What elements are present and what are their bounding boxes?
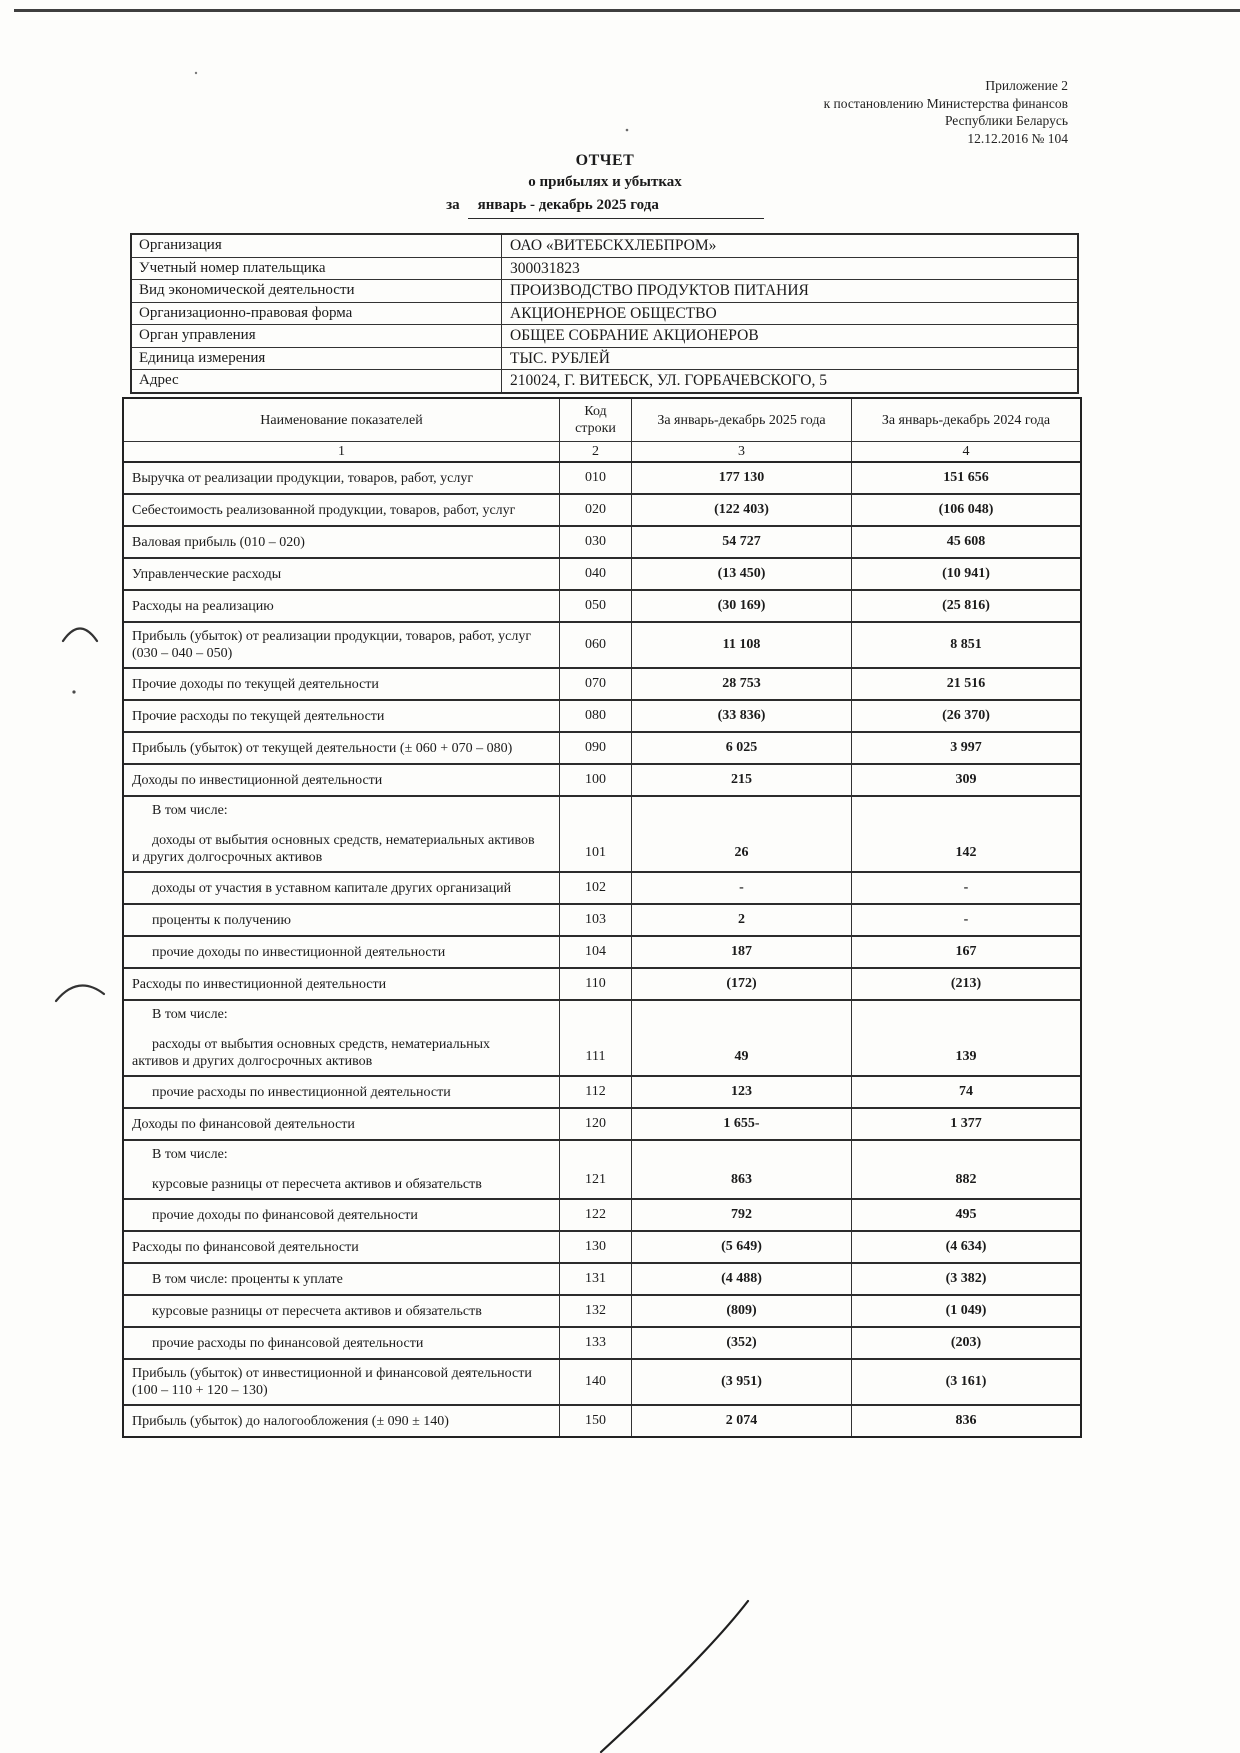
row-code: 150 — [560, 1406, 632, 1436]
row-code: 103 — [560, 905, 632, 935]
org-info-label: Организация — [132, 235, 502, 257]
row-value-2024: (106 048) — [938, 502, 994, 517]
table-row — [124, 1109, 1080, 1141]
row-code: 100 — [560, 765, 632, 795]
indicator-name-cell — [124, 733, 560, 763]
indicator-name: Себестоимость реализованной продукции, товаров, работ, услуг — [132, 502, 516, 518]
indicator-name: Доходы по инвестиционной деятельности — [132, 772, 383, 788]
row-value-2024: (3 382) — [945, 1271, 987, 1286]
indicator-name-cell — [124, 1200, 560, 1230]
row-value-2024: - — [963, 912, 969, 927]
table-subheader: В том числе: — [152, 1147, 228, 1162]
row-code: 133 — [560, 1328, 632, 1358]
table-row — [124, 1406, 1080, 1436]
indicator-name: Доходы по финансовой деятельности — [132, 1116, 355, 1132]
header-indicator-name: Наименование показателей — [124, 399, 560, 441]
table-row — [124, 559, 1080, 591]
indicator-name: прочие расходы по финансовой деятельности — [152, 1335, 424, 1351]
table-row — [124, 1077, 1080, 1109]
org-info-table — [130, 233, 1079, 394]
row-value-2025: 177 130 — [632, 463, 852, 493]
column-number: 2 — [560, 442, 632, 461]
row-value-2025: (4 488) — [632, 1264, 852, 1294]
row-code: 110 — [560, 969, 632, 999]
indicator-name: прочие доходы по инвестиционной деятельности — [152, 944, 446, 960]
row-code: 112 — [560, 1077, 632, 1107]
row-code: 010 — [560, 463, 632, 493]
row-value-2024: (26 370) — [942, 708, 990, 723]
table-row — [124, 1264, 1080, 1296]
org-info-row — [132, 235, 1077, 258]
indicator-name: Прочие расходы по текущей деятельности — [132, 708, 385, 724]
column-number: 1 — [124, 442, 560, 461]
indicator-name: расходы от выбытия основных средств, нематериальных активов и других долгосрочных активов — [132, 1037, 490, 1069]
indicator-name-cell — [124, 559, 560, 589]
table-subheader: В том числе: — [152, 803, 228, 818]
indicator-name-cell — [124, 623, 560, 667]
row-code: 060 — [560, 623, 632, 667]
row-value-2024: 309 — [955, 772, 977, 787]
report-period: январь - декабрь 2025 года — [468, 195, 764, 219]
table-row — [124, 623, 1080, 669]
pen-mark-arc-top — [63, 629, 97, 642]
table-row — [124, 1328, 1080, 1360]
header-period-2024: За январь-декабрь 2024 года — [881, 412, 1051, 428]
org-info-label: Вид экономической деятельности — [132, 280, 502, 302]
row-code: 120 — [560, 1109, 632, 1139]
indicator-name-cell — [124, 969, 560, 999]
indicator-name: Прочие доходы по текущей деятельности — [132, 676, 379, 692]
scan-speck — [72, 690, 75, 693]
indicator-name-cell — [124, 937, 560, 967]
table-row — [124, 1360, 1080, 1406]
org-info-row — [132, 348, 1077, 371]
row-code: 122 — [560, 1200, 632, 1230]
indicator-name-cell — [124, 1296, 560, 1326]
org-info-value: ОБЩЕЕ СОБРАНИЕ АКЦИОНЕРОВ — [510, 327, 759, 344]
row-value-2025: (122 403) — [632, 495, 852, 525]
indicator-name-cell — [124, 873, 560, 903]
row-code: 090 — [560, 733, 632, 763]
row-value-2024: (10 941) — [942, 566, 990, 581]
org-info-label: Организационно-правовая форма — [132, 303, 502, 325]
row-value-2025: 863 — [632, 1141, 852, 1198]
indicator-name-cell — [124, 527, 560, 557]
header-row-code: Код строки — [560, 399, 632, 441]
row-code: 132 — [560, 1296, 632, 1326]
row-value-2025: 792 — [632, 1200, 852, 1230]
table-row — [124, 495, 1080, 527]
table-row — [124, 905, 1080, 937]
table-row — [124, 733, 1080, 765]
indicator-name: курсовые разницы от пересчета активов и обязательств — [152, 1303, 482, 1319]
org-info-value: 210024, Г. ВИТЕБСК, УЛ. ГОРБАЧЕВСКОГО, 5 — [510, 372, 827, 389]
indicator-name: проценты к получению — [152, 912, 292, 928]
row-value-2025: 123 — [632, 1077, 852, 1107]
indicator-name-cell — [124, 905, 560, 935]
table-row — [124, 765, 1080, 797]
row-value-2025: (5 649) — [632, 1232, 852, 1262]
scan-speck — [195, 72, 197, 74]
indicator-name: доходы от выбытия основных средств, нематериальных активов и других долгосрочных активов — [132, 833, 535, 865]
indicator-name: В том числе: проценты к уплате — [152, 1271, 343, 1287]
row-value-2025: 6 025 — [632, 733, 852, 763]
annex-line: к постановлению Министерства финансов — [823, 95, 1068, 111]
annex-note — [824, 77, 1068, 147]
org-info-label: Орган управления — [132, 325, 502, 347]
row-value-2024: 167 — [955, 944, 977, 959]
row-value-2024: 142 — [955, 845, 977, 860]
indicator-name-cell — [124, 463, 560, 493]
row-code: 131 — [560, 1264, 632, 1294]
indicator-name-cell — [124, 1264, 560, 1294]
row-value-2024: 74 — [959, 1084, 973, 1099]
indicator-name-cell — [124, 1109, 560, 1139]
row-code: 020 — [560, 495, 632, 525]
row-code: 130 — [560, 1232, 632, 1262]
indicator-name: Расходы по финансовой деятельности — [132, 1239, 359, 1255]
row-value-2024: (3 161) — [945, 1374, 987, 1389]
org-info-value: 300031823 — [510, 259, 580, 277]
org-info-value: ТЫС. РУБЛЕЙ — [510, 349, 610, 367]
indicator-name-cell — [124, 669, 560, 699]
row-value-2024: 45 608 — [946, 534, 986, 549]
header-period-2025: За январь-декабрь 2025 года — [632, 399, 852, 441]
row-value-2025: 215 — [632, 765, 852, 795]
indicator-name-cell — [124, 701, 560, 731]
row-value-2025: 28 753 — [632, 669, 852, 699]
scan-edge-line — [14, 9, 1240, 12]
row-value-2025: 2 — [632, 905, 852, 935]
period-prefix: за — [446, 197, 460, 213]
row-code: 104 — [560, 937, 632, 967]
indicator-name: Прибыль (убыток) до налогообложения (± 090 ± 140) — [132, 1413, 449, 1429]
scan-speck — [626, 129, 629, 132]
table-row — [124, 969, 1080, 1001]
row-value-2024: (25 816) — [942, 598, 990, 613]
indicator-name: прочие доходы по финансовой деятельности — [152, 1207, 418, 1223]
profit-loss-table — [122, 397, 1082, 1438]
table-row — [124, 527, 1080, 559]
indicator-name: Прибыль (убыток) от реализации продукции, товаров, работ, услуг (030 – 040 – 050) — [132, 629, 532, 661]
table-row — [124, 797, 1080, 873]
row-value-2024: 882 — [955, 1172, 977, 1187]
row-value-2025: 49 — [632, 1001, 852, 1075]
indicator-name-cell — [124, 591, 560, 621]
indicator-name-cell — [124, 765, 560, 795]
annex-line: 12.12.2016 № 104 — [967, 130, 1068, 146]
indicator-name-cell — [124, 1001, 560, 1075]
annex-line: Приложение 2 — [985, 78, 1068, 93]
org-info-row — [132, 325, 1077, 348]
row-value-2025: (3 951) — [632, 1360, 852, 1404]
pen-mark-arc-bottom — [56, 985, 104, 1001]
row-value-2025: 187 — [632, 937, 852, 967]
indicator-name: прочие расходы по инвестиционной деятельности — [152, 1084, 451, 1100]
org-info-label: Адрес — [132, 370, 502, 392]
row-code: 070 — [560, 669, 632, 699]
row-value-2025: 54 727 — [632, 527, 852, 557]
indicator-name: Валовая прибыль (010 – 020) — [132, 534, 305, 550]
report-title-block — [0, 150, 1210, 219]
row-code: 050 — [560, 591, 632, 621]
row-value-2024: 495 — [955, 1207, 977, 1222]
column-number: 3 — [632, 442, 852, 461]
table-row — [124, 1232, 1080, 1264]
column-number: 4 — [962, 444, 970, 459]
org-info-value: АКЦИОНЕРНОЕ ОБЩЕСТВО — [510, 304, 717, 322]
indicator-name-cell — [124, 797, 560, 871]
table-row — [124, 463, 1080, 495]
indicator-name-cell — [124, 1328, 560, 1358]
org-info-row — [132, 303, 1077, 326]
table-subheader: В том числе: — [152, 1007, 228, 1022]
org-info-row — [132, 280, 1077, 303]
table-row — [124, 1141, 1080, 1200]
indicator-name: Управленческие расходы — [132, 566, 282, 582]
row-value-2024: 3 997 — [950, 740, 982, 755]
row-value-2025: (33 836) — [632, 701, 852, 731]
org-info-value: ОАО «ВИТЕБСКХЛЕБПРОМ» — [510, 237, 717, 254]
table-row — [124, 937, 1080, 969]
row-value-2025: 11 108 — [632, 623, 852, 667]
row-value-2024: - — [963, 880, 969, 895]
org-info-value: ПРОИЗВОДСТВО ПРОДУКТОВ ПИТАНИЯ — [510, 282, 809, 299]
indicator-name-cell — [124, 1141, 560, 1198]
indicator-name: доходы от участия в уставном капитале других организаций — [152, 880, 512, 896]
row-value-2024: 21 516 — [946, 676, 986, 691]
table-row — [124, 591, 1080, 623]
indicator-name-cell — [124, 1077, 560, 1107]
row-value-2024: 8 851 — [950, 637, 982, 652]
org-info-row — [132, 258, 1077, 281]
row-code: 040 — [560, 559, 632, 589]
row-value-2025: 1 655- — [632, 1109, 852, 1139]
indicator-name: Выручка от реализации продукции, товаров, работ, услуг — [132, 470, 474, 486]
row-value-2025: 26 — [632, 797, 852, 871]
annex-line: Республики Беларусь — [944, 113, 1068, 128]
row-value-2025: (172) — [632, 969, 852, 999]
report-subtitle: о прибылях и убытках — [528, 174, 682, 190]
row-code: 030 — [560, 527, 632, 557]
row-value-2024: 139 — [955, 1049, 977, 1064]
org-info-label: Учетный номер плательщика — [132, 258, 502, 280]
report-period-line — [0, 195, 1210, 219]
table-header-row — [124, 399, 1080, 442]
indicator-name: Прибыль (убыток) от инвестиционной и финансовой деятельности (100 – 110 + 120 – 130) — [132, 1366, 532, 1398]
indicator-name: Расходы на реализацию — [132, 598, 274, 614]
indicator-name-cell — [124, 1232, 560, 1262]
row-code: 080 — [560, 701, 632, 731]
report-title: ОТЧЕТ — [575, 152, 635, 169]
org-info-row — [132, 370, 1077, 392]
table-body — [124, 463, 1080, 1436]
row-value-2025: (13 450) — [632, 559, 852, 589]
row-value-2024: 1 377 — [950, 1116, 982, 1131]
table-row — [124, 1001, 1080, 1077]
row-value-2024: 836 — [955, 1413, 977, 1428]
table-row — [124, 1296, 1080, 1328]
row-value-2025: 2 074 — [632, 1406, 852, 1436]
row-code: 140 — [560, 1360, 632, 1404]
indicator-name: Расходы по инвестиционной деятельности — [132, 976, 387, 992]
row-value-2025: (809) — [632, 1296, 852, 1326]
column-number-row — [124, 442, 1080, 463]
indicator-name: Прибыль (убыток) от текущей деятельности (± 060 + 070 – 080) — [132, 740, 513, 756]
row-value-2024: (213) — [950, 976, 982, 991]
indicator-name: курсовые разницы от пересчета активов и обязательств — [152, 1177, 482, 1192]
indicator-name-cell — [124, 495, 560, 525]
row-value-2024: (1 049) — [945, 1303, 987, 1318]
row-code: 121 — [560, 1141, 632, 1198]
row-value-2024: 151 656 — [943, 470, 989, 485]
row-value-2025: - — [632, 873, 852, 903]
indicator-name-cell — [124, 1360, 560, 1404]
row-code: 111 — [560, 1001, 632, 1075]
row-value-2025: (30 169) — [632, 591, 852, 621]
row-code: 102 — [560, 873, 632, 903]
row-value-2024: (4 634) — [945, 1239, 987, 1254]
org-info-label: Единица измерения — [132, 348, 502, 370]
table-row — [124, 701, 1080, 733]
table-row — [124, 669, 1080, 701]
row-code: 101 — [560, 797, 632, 871]
row-value-2024: (203) — [950, 1335, 982, 1350]
table-row — [124, 1200, 1080, 1232]
indicator-name-cell — [124, 1406, 560, 1436]
table-row — [124, 873, 1080, 905]
row-value-2025: (352) — [632, 1328, 852, 1358]
pen-mark-diagonal — [601, 1601, 748, 1752]
